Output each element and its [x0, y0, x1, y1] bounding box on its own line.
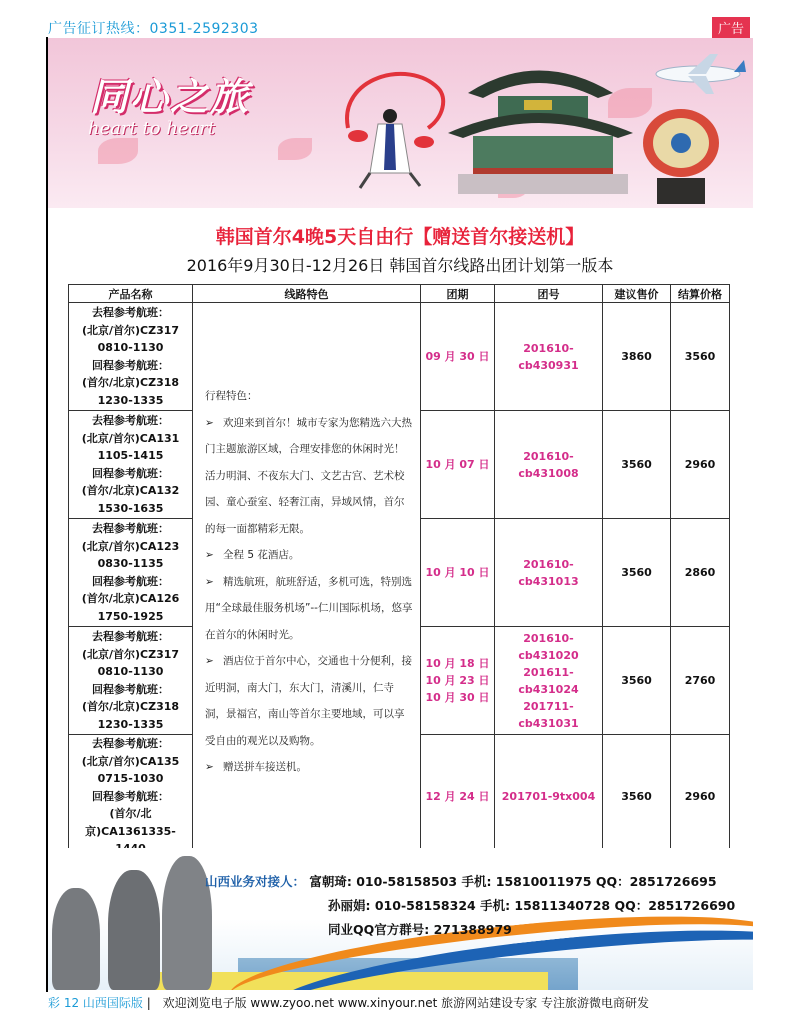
header-banner	[48, 38, 753, 208]
suggest-price-cell: 3560	[603, 519, 671, 627]
table-row	[69, 303, 730, 411]
suggest-price-cell: 3560	[603, 411, 671, 519]
brand-logo-cn: 同心之旅	[90, 75, 251, 119]
footer-banner	[48, 848, 753, 990]
bullet-arrow-icon: ➢	[205, 761, 214, 773]
settle-price-cell: 2860	[671, 519, 730, 627]
brand-logo-en: heart to heart	[88, 118, 216, 139]
bullet-arrow-icon: ➢	[205, 655, 214, 667]
contact-line-2: 孙丽娟: 010-58158324 手机: 15811340728 QQ：2851726690	[328, 898, 736, 913]
ad-hotline: 广告征订热线：0351-2592303	[48, 21, 259, 37]
header-features: 线路特色	[193, 285, 421, 303]
date-cell: 10 月 18 日 10 月 23 日 10 月 30 日	[421, 627, 495, 735]
page-number: 彩 12 山西国际版	[48, 996, 143, 1010]
date-cell: 12 月 24 日	[421, 735, 495, 859]
feature-item: ➢ 赠送拼车接送机。	[205, 754, 414, 781]
settle-price-cell: 3560	[671, 303, 730, 411]
header-settle-price: 结算价格	[671, 285, 730, 303]
page-title: 韩国首尔4晚5天自由行【赠送首尔接送机】	[215, 226, 585, 248]
feature-item: ➢ 欢迎来到首尔！城市专家为您精选六大热门主题旅游区域，合理安排您的休闲时光！活力明洞、不夜东大门、文艺古宫、艺术校园、童心蚕室、轻奢江南，异域风情，首尔的每一面都精彩无限。	[205, 410, 414, 543]
header-date: 团期	[421, 285, 495, 303]
table-header-row	[69, 285, 730, 303]
feature-item: ➢ 全程 5 花酒店。	[205, 542, 414, 569]
page-footer	[48, 994, 753, 1018]
flight-cell: 去程参考航班： (北京/首尔)CZ317 0810-1130 回程参考航班： (首尔/北京)CZ318 1230-1335	[69, 627, 193, 735]
footer-text: 欢迎浏览电子版 www.zyoo.net www.xinyour.net 旅游网站建设专家 专注旅游微电商研发	[162, 996, 649, 1010]
palace-illustration	[428, 38, 648, 198]
contact-person-1: 富朝琦: 010-58158503 手机: 15810011975 QQ：2851726695	[309, 874, 717, 889]
ad-tag: 广告	[712, 17, 750, 38]
group-code-cell: 201610-cb430931	[495, 303, 603, 411]
features-heading: 行程特色：	[205, 390, 258, 402]
date-cell: 10 月 10 日	[421, 519, 495, 627]
page-subtitle: 2016年9月30日-12月26日 韩国首尔线路出团计划第一版本	[186, 256, 614, 275]
flight-cell: 去程参考航班： (北京/首尔)CZ317 0810-1130 回程参考航班： (首尔/北京)CZ318 1230-1335	[69, 303, 193, 411]
contact-line-3: 同业QQ官方群号: 271388979	[328, 922, 512, 937]
header-suggest-price: 建议售价	[603, 285, 671, 303]
bullet-arrow-icon: ➢	[205, 549, 214, 561]
feature-item: ➢ 精选航班，航班舒适，多机可选，特别选用“全球最佳服务机场”--仁川国际机场，悠享在首尔的休闲时光。	[205, 569, 414, 649]
airplane-illustration	[648, 50, 748, 100]
contact-line-1	[205, 872, 717, 890]
group-code-cell: 201701-9tx004	[495, 735, 603, 859]
header-group-no: 团号	[495, 285, 603, 303]
settle-price-cell: 2960	[671, 735, 730, 859]
features-cell	[193, 303, 421, 859]
suggest-price-cell: 3560	[603, 735, 671, 859]
drum-illustration	[633, 98, 728, 208]
flight-cell: 去程参考航班： (北京/首尔)CA131 1105-1415 回程参考航班： (首尔/北京)CA132 1530-1635	[69, 411, 193, 519]
bullet-arrow-icon: ➢	[205, 575, 214, 588]
departure-plan-table	[68, 284, 730, 859]
stone-statue-icon	[52, 888, 100, 990]
stone-statue-icon	[108, 870, 160, 990]
settle-price-cell: 2760	[671, 627, 730, 735]
group-code-cell: 201610-cb431013	[495, 519, 603, 627]
flight-cell: 去程参考航班： (北京/首尔)CA123 0830-1135 回程参考航班： (首尔/北京)CA126 1750-1925	[69, 519, 193, 627]
flight-cell: 去程参考航班： (北京/首尔)CA135 0715-1030 回程参考航班： (首尔/北 京)CA1361335-	[69, 735, 193, 859]
suggest-price-cell: 3860	[603, 303, 671, 411]
top-strip	[0, 0, 800, 38]
header-product: 产品名称	[69, 285, 193, 303]
bullet-arrow-icon: ➢	[205, 416, 214, 429]
petal-decoration	[98, 138, 138, 164]
date-cell: 09 月 30 日	[421, 303, 495, 411]
feature-item: ➢ 酒店位于首尔中心，交通也十分便利，接近明洞，南大门，东大门，清溪川，仁寺洞，景福宫，南山等首尔主要地域，可以享受自由的观光以及购物。	[205, 648, 414, 754]
footer-separator: |	[146, 996, 151, 1010]
date-cell: 10 月 07 日	[421, 411, 495, 519]
settle-price-cell: 2960	[671, 411, 730, 519]
group-code-cell: 201610-cb431020 201611-cb431024 201711-cb431031	[495, 627, 603, 735]
suggest-price-cell: 3560	[603, 627, 671, 735]
group-code-cell: 201610-cb431008	[495, 411, 603, 519]
contact-label: 山西业务对接人：	[205, 874, 306, 889]
petal-decoration	[278, 138, 312, 160]
